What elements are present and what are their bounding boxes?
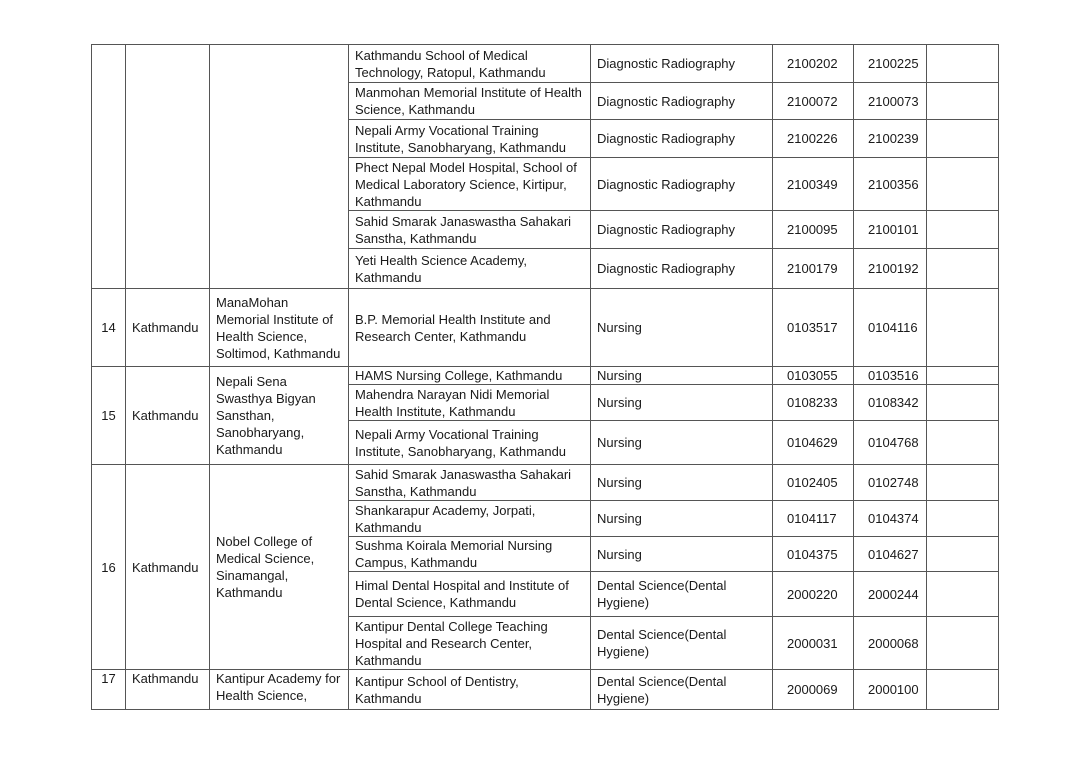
college-cell: Yeti Health Science Academy, Kathmandu [349, 249, 591, 289]
program-cell: Nursing [591, 289, 773, 367]
symbol-from-cell: 0104117 [773, 501, 854, 537]
table-row [92, 670, 999, 710]
symbol-to-cell: 2000068 [854, 617, 927, 670]
district-cell: Kathmandu [126, 670, 210, 710]
exam-centre-table [91, 44, 999, 710]
symbol-to-cell: 2100192 [854, 249, 927, 289]
exam-centre-cell: ManaMohan Memorial Institute of Health Science, Soltimod, Kathmandu [210, 289, 349, 367]
program-cell: Diagnostic Radiography [591, 83, 773, 120]
college-cell: Kantipur School of Dentistry, Kathmandu [349, 670, 591, 710]
remarks-cell [927, 385, 999, 421]
remarks-cell [927, 537, 999, 572]
college-cell: Sahid Smarak Janaswastha Sahakari Sanstha, Kathmandu [349, 465, 591, 501]
table-row [92, 45, 999, 83]
program-cell: Diagnostic Radiography [591, 120, 773, 158]
exam-centre-cell: Kantipur Academy for Health Science, [210, 670, 349, 710]
exam-centre-cell: Nepali Sena Swasthya Bigyan Sansthan, Sanobharyang, Kathmandu [210, 367, 349, 465]
serial-number-cell: 16 [92, 465, 126, 670]
remarks-cell [927, 158, 999, 211]
symbol-from-cell: 2100202 [773, 45, 854, 83]
college-cell: HAMS Nursing College, Kathmandu [349, 367, 591, 385]
exam-centre-cell: Nobel College of Medical Science, Sinamangal, Kathmandu [210, 465, 349, 670]
program-cell: Dental Science(Dental Hygiene) [591, 670, 773, 710]
remarks-cell [927, 120, 999, 158]
remarks-cell [927, 617, 999, 670]
symbol-to-cell: 2100101 [854, 211, 927, 249]
symbol-to-cell: 0104627 [854, 537, 927, 572]
remarks-cell [927, 670, 999, 710]
program-cell: Nursing [591, 501, 773, 537]
symbol-from-cell: 0104629 [773, 421, 854, 465]
program-cell: Diagnostic Radiography [591, 158, 773, 211]
symbol-from-cell: 2000069 [773, 670, 854, 710]
program-cell: Nursing [591, 421, 773, 465]
symbol-to-cell: 2000244 [854, 572, 927, 617]
college-cell: Nepali Army Vocational Training Institute, Sanobharyang, Kathmandu [349, 120, 591, 158]
symbol-from-cell: 0103517 [773, 289, 854, 367]
college-cell: Sushma Koirala Memorial Nursing Campus, Kathmandu [349, 537, 591, 572]
serial-number-cell: 14 [92, 289, 126, 367]
symbol-from-cell: 2000220 [773, 572, 854, 617]
serial-number-cell: 17 [92, 670, 126, 710]
remarks-cell [927, 45, 999, 83]
program-cell: Diagnostic Radiography [591, 45, 773, 83]
table-row [92, 367, 999, 385]
remarks-cell [927, 572, 999, 617]
remarks-cell [927, 465, 999, 501]
symbol-to-cell: 2100073 [854, 83, 927, 120]
program-cell: Nursing [591, 367, 773, 385]
college-cell: Himal Dental Hospital and Institute of Dental Science, Kathmandu [349, 572, 591, 617]
serial-number-cell: 15 [92, 367, 126, 465]
district-cell: Kathmandu [126, 465, 210, 670]
symbol-to-cell: 0103516 [854, 367, 927, 385]
table-row [92, 289, 999, 367]
program-cell: Diagnostic Radiography [591, 211, 773, 249]
symbol-to-cell: 0104374 [854, 501, 927, 537]
remarks-cell [927, 367, 999, 385]
college-cell: Manmohan Memorial Institute of Health Science, Kathmandu [349, 83, 591, 120]
table-row [92, 465, 999, 501]
symbol-from-cell: 2100095 [773, 211, 854, 249]
symbol-to-cell: 2100239 [854, 120, 927, 158]
remarks-cell [927, 83, 999, 120]
remarks-cell [927, 289, 999, 367]
program-cell: Dental Science(Dental Hygiene) [591, 572, 773, 617]
symbol-from-cell: 2100072 [773, 83, 854, 120]
symbol-from-cell: 0104375 [773, 537, 854, 572]
symbol-from-cell: 0103055 [773, 367, 854, 385]
symbol-to-cell: 0104768 [854, 421, 927, 465]
district-cell: Kathmandu [126, 367, 210, 465]
exam-centre-cell [210, 45, 349, 289]
program-cell: Nursing [591, 385, 773, 421]
symbol-from-cell: 2100226 [773, 120, 854, 158]
district-cell: Kathmandu [126, 289, 210, 367]
college-cell: Phect Nepal Model Hospital, School of Medical Laboratory Science, Kirtipur, Kathmandu [349, 158, 591, 211]
college-cell: Mahendra Narayan Nidi Memorial Health Institute, Kathmandu [349, 385, 591, 421]
symbol-from-cell: 2100179 [773, 249, 854, 289]
remarks-cell [927, 211, 999, 249]
symbol-to-cell: 0102748 [854, 465, 927, 501]
symbol-to-cell: 0104116 [854, 289, 927, 367]
college-cell: Sahid Smarak Janaswastha Sahakari Sanstha, Kathmandu [349, 211, 591, 249]
district-cell [126, 45, 210, 289]
symbol-from-cell: 0102405 [773, 465, 854, 501]
symbol-to-cell: 0108342 [854, 385, 927, 421]
program-cell: Nursing [591, 537, 773, 572]
symbol-to-cell: 2100356 [854, 158, 927, 211]
college-cell: Kantipur Dental College Teaching Hospital and Research Center, Kathmandu [349, 617, 591, 670]
college-cell: Shankarapur Academy, Jorpati, Kathmandu [349, 501, 591, 537]
symbol-from-cell: 0108233 [773, 385, 854, 421]
program-cell: Diagnostic Radiography [591, 249, 773, 289]
program-cell: Dental Science(Dental Hygiene) [591, 617, 773, 670]
symbol-to-cell: 2000100 [854, 670, 927, 710]
program-cell: Nursing [591, 465, 773, 501]
symbol-from-cell: 2100349 [773, 158, 854, 211]
college-cell: B.P. Memorial Health Institute and Research Center, Kathmandu [349, 289, 591, 367]
symbol-from-cell: 2000031 [773, 617, 854, 670]
serial-number-cell [92, 45, 126, 289]
college-cell: Nepali Army Vocational Training Institute, Sanobharyang, Kathmandu [349, 421, 591, 465]
symbol-to-cell: 2100225 [854, 45, 927, 83]
college-cell: Kathmandu School of Medical Technology, Ratopul, Kathmandu [349, 45, 591, 83]
remarks-cell [927, 249, 999, 289]
remarks-cell [927, 501, 999, 537]
remarks-cell [927, 421, 999, 465]
